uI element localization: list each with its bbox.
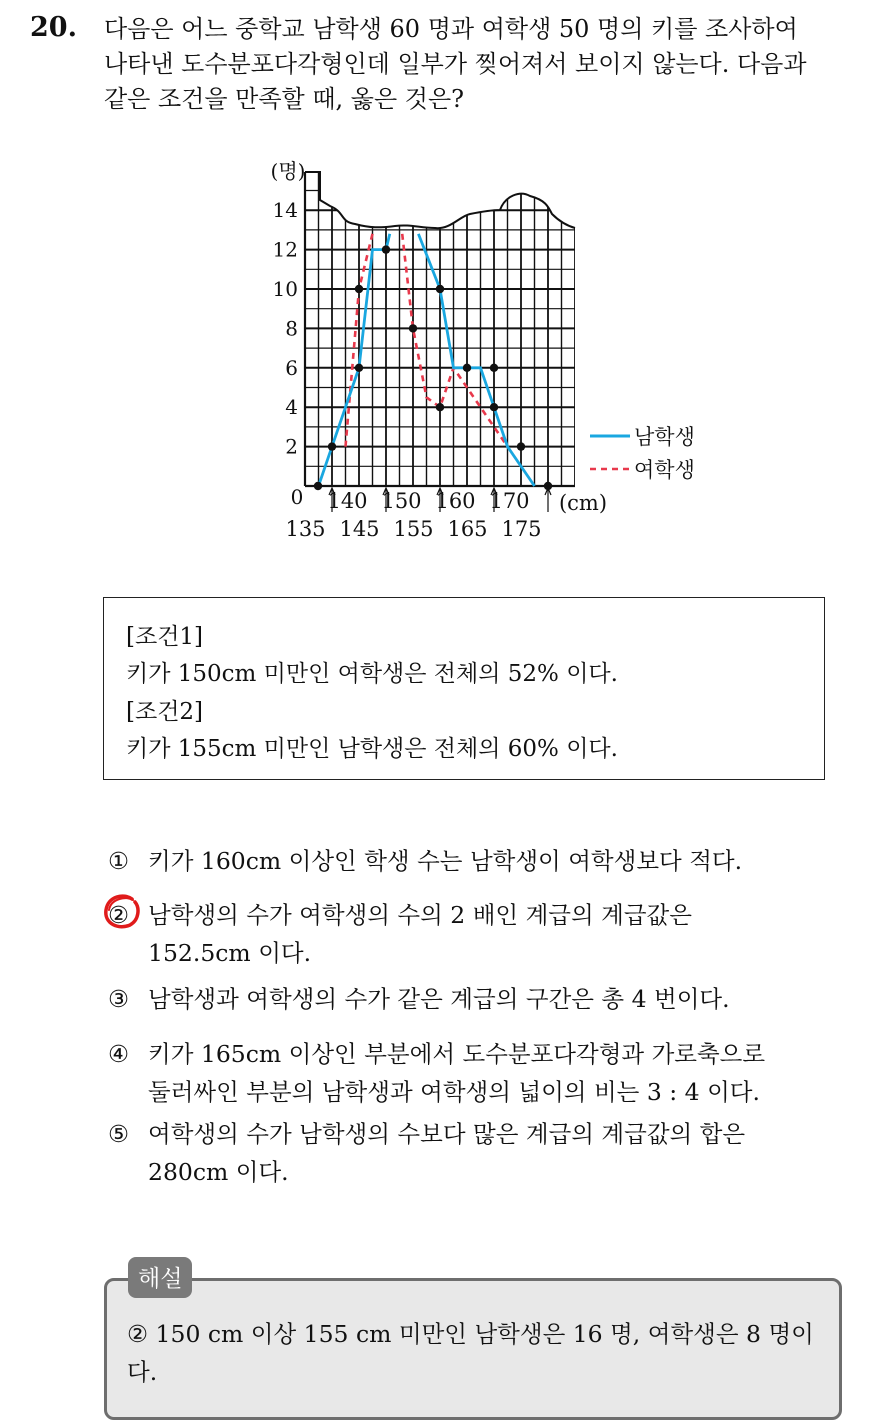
choice-text: 키가 165cm 이상인 부분에서 도수분포다각형과 가로축으로 xyxy=(148,1040,766,1068)
condition-1-title: [조건1] xyxy=(126,624,204,650)
y-tick-label: 10 xyxy=(272,277,298,301)
question-line: 다음은 어느 중학교 남학생 60 명과 여학생 50 명의 키를 조사하여 xyxy=(104,15,798,43)
y-tick-label: 6 xyxy=(285,355,298,380)
choice-2[interactable] xyxy=(108,896,692,972)
series-male-line-b xyxy=(418,234,534,486)
choice-3[interactable] xyxy=(108,980,730,1018)
conditions-box xyxy=(103,597,825,780)
x-tick-label-lower: 155 xyxy=(393,517,434,541)
x-tick-label-upper: 150 xyxy=(381,489,422,513)
y-tick-label: 4 xyxy=(285,395,298,420)
question-number: 20. xyxy=(30,12,77,43)
choice-1[interactable] xyxy=(108,842,742,880)
y-tick-label: 8 xyxy=(285,316,298,341)
data-point xyxy=(328,442,336,450)
data-point xyxy=(436,285,444,293)
data-point xyxy=(463,364,471,372)
explanation-tag: 해설 xyxy=(128,1257,192,1298)
x-tick-label-lower: 145 xyxy=(339,517,380,541)
data-point xyxy=(490,364,498,372)
x-tick-label-upper: 160 xyxy=(435,489,476,513)
data-point xyxy=(382,245,390,253)
choice-text: 남학생과 여학생의 수가 같은 계급의 구간은 총 4 번이다. xyxy=(148,985,730,1013)
origin-label: 0 xyxy=(290,485,304,509)
data-point xyxy=(409,324,417,332)
condition-2-title: [조건2] xyxy=(126,699,204,725)
y-tick-label: 2 xyxy=(285,434,298,459)
choice-4[interactable] xyxy=(108,1035,765,1111)
explanation-box xyxy=(104,1278,842,1420)
choice-5[interactable] xyxy=(108,1115,745,1191)
chart-grid xyxy=(305,150,575,486)
data-point xyxy=(314,482,322,490)
x-tick-label-lower: 175 xyxy=(501,517,542,541)
condition-1-text: 키가 150cm 미만인 여학생은 전체의 52% 이다. xyxy=(126,661,618,687)
legend-male-label: 남학생 xyxy=(634,425,695,449)
choice-text-cont: 280cm 이다. xyxy=(148,1158,289,1186)
data-point xyxy=(355,285,363,293)
x-tick-label-upper: 140 xyxy=(327,489,368,513)
choice-symbol: ① xyxy=(108,847,130,875)
series-female-line-b xyxy=(402,234,507,447)
legend-female-label: 여학생 xyxy=(634,458,695,482)
data-point xyxy=(355,364,363,372)
choice-symbol: ② xyxy=(108,901,130,929)
choice-text-cont: 152.5cm 이다. xyxy=(148,939,312,967)
answer-circle-mark xyxy=(102,893,142,931)
question-line: 나타낸 도수분포다각형인데 일부가 찢어져서 보이지 않는다. 다음과 xyxy=(104,50,807,78)
choice-text: 남학생의 수가 여학생의 수의 2 배인 계급의 계급값은 xyxy=(148,901,692,929)
choice-text-cont: 둘러싸인 부분의 남학생과 여학생의 넓이의 비는 3 : 4 이다. xyxy=(148,1078,760,1106)
data-point xyxy=(544,482,552,490)
choice-symbol: ⑤ xyxy=(108,1120,130,1148)
x-unit-label: (cm) xyxy=(558,491,608,515)
x-tick-label-upper: 170 xyxy=(489,489,530,513)
condition-2-text: 키가 155cm 미만인 남학생은 전체의 60% 이다. xyxy=(126,736,618,762)
choice-text: 여학생의 수가 남학생의 수보다 많은 계급의 계급값의 합은 xyxy=(148,1120,746,1148)
data-point xyxy=(436,403,444,411)
question-line: 같은 조건을 만족할 때, 옳은 것은? xyxy=(104,85,465,113)
frequency-polygon-chart xyxy=(0,0,884,560)
x-tick-label-lower: 135 xyxy=(285,517,326,541)
explanation-text: ② 150 cm 이상 155 cm 미만인 남학생은 16 명, 여학생은 8 명이다. xyxy=(127,1320,814,1386)
data-point xyxy=(490,403,498,411)
y-axis-label: (명) xyxy=(270,159,306,183)
x-tick-label-lower: 165 xyxy=(447,517,488,541)
y-tick-label: 12 xyxy=(272,237,298,262)
choice-symbol: ④ xyxy=(108,1040,130,1068)
choice-symbol: ③ xyxy=(108,985,130,1013)
data-point xyxy=(517,442,525,450)
choice-text: 키가 160cm 이상인 학생 수는 남학생이 여학생보다 적다. xyxy=(148,847,743,875)
y-tick-label: 14 xyxy=(272,198,298,223)
